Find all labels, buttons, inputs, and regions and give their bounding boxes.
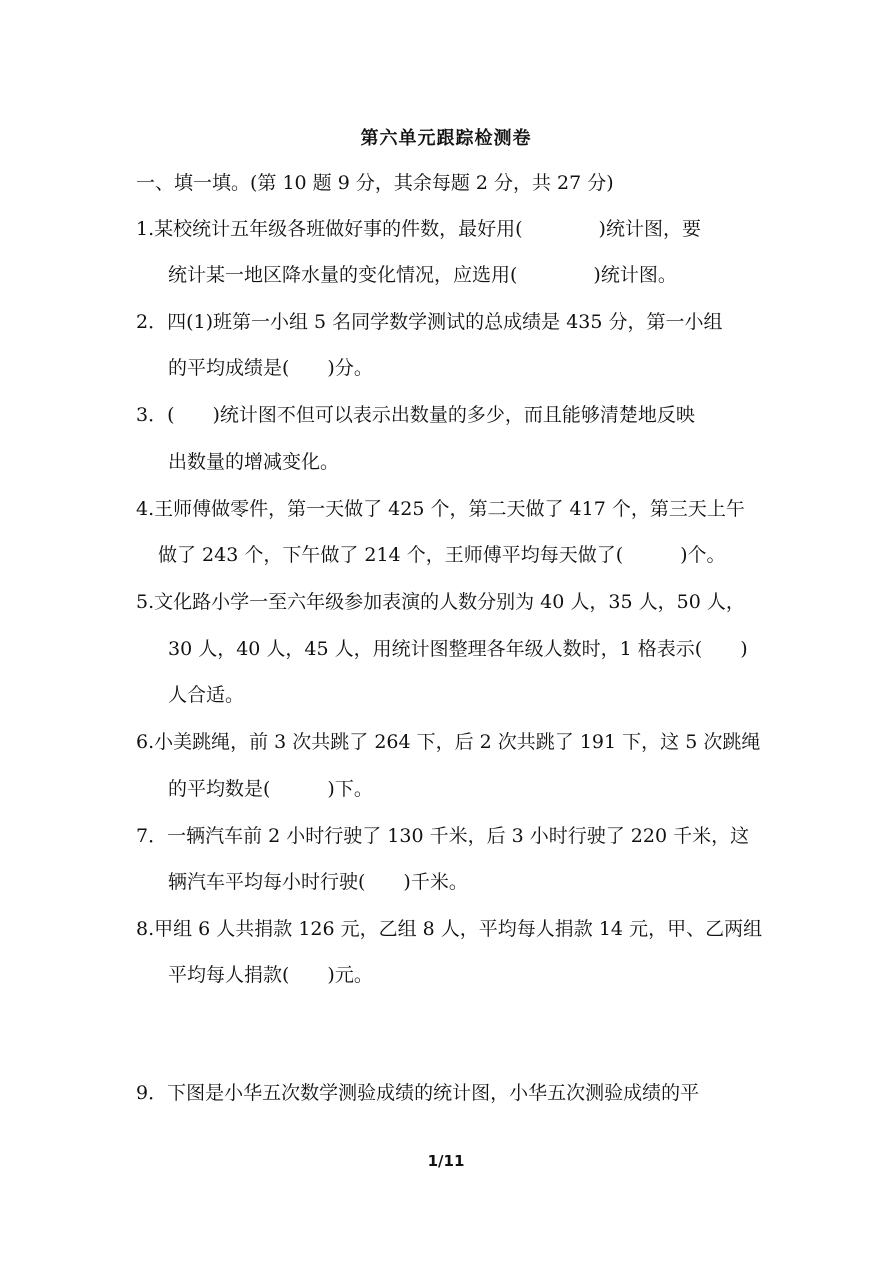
question-4-line-2: 做了 243 个，下午做了 214 个，王师傅平均每天做了( )个。 [158,544,726,566]
question-2-line-2: 的平均成绩是( )分。 [168,357,373,379]
question-5-line-1: 5.文化路小学一至六年级参加表演的人数分别为 40 人，35 人，50 人， [136,591,745,613]
question-8-line-2: 平均每人捐款( )元。 [168,964,373,986]
question-9-line-1: 9．下图是小华五次数学测验成绩的统计图，小华五次测验成绩的平 [136,1082,700,1104]
question-7-line-1: 7．一辆汽车前 2 小时行驶了 130 千米，后 3 小时行驶了 220 千米，这 [136,825,750,847]
section-heading: 一、填一填。(第 10 题 9 分，其余每题 2 分，共 27 分) [136,172,614,194]
question-4-line-1: 4.王师傅做零件，第一天做了 425 个，第二天做了 417 个，第三天上午 [136,498,745,520]
question-8-line-1: 8.甲组 6 人共捐款 126 元，乙组 8 人，平均每人捐款 14 元，甲、乙两组 [136,918,763,940]
question-2-line-1: 2．四(1)班第一小组 5 名同学数学测试的总成绩是 435 分，第一小组 [136,311,723,333]
question-3-line-2: 出数量的增减变化。 [168,451,340,473]
question-7-line-2: 辆汽车平均每小时行驶( )千米。 [168,871,468,893]
page-number: 1/11 [427,1152,465,1170]
question-1-line-1: 1.某校统计五年级各班做好事的件数，最好用( )统计图，要 [136,218,701,240]
question-5-line-2: 30 人，40 人，45 人，用统计图整理各年级人数时，1 格表示( ) [168,638,748,660]
question-5-line-3: 人合适。 [168,684,245,706]
question-6-line-1: 6.小美跳绳，前 3 次共跳了 264 下，后 2 次共跳了 191 下，这 5 次跳绳 [136,731,761,753]
question-6-line-2: 的平均数是( )下。 [168,778,373,800]
question-3-line-1: 3．( )统计图不但可以表示出数量的多少，而且能够清楚地反映 [136,404,695,426]
question-1-line-2: 统计某一地区降水量的变化情况，应选用( )统计图。 [168,264,677,286]
page-title: 第六单元跟踪检测卷 [360,128,532,149]
